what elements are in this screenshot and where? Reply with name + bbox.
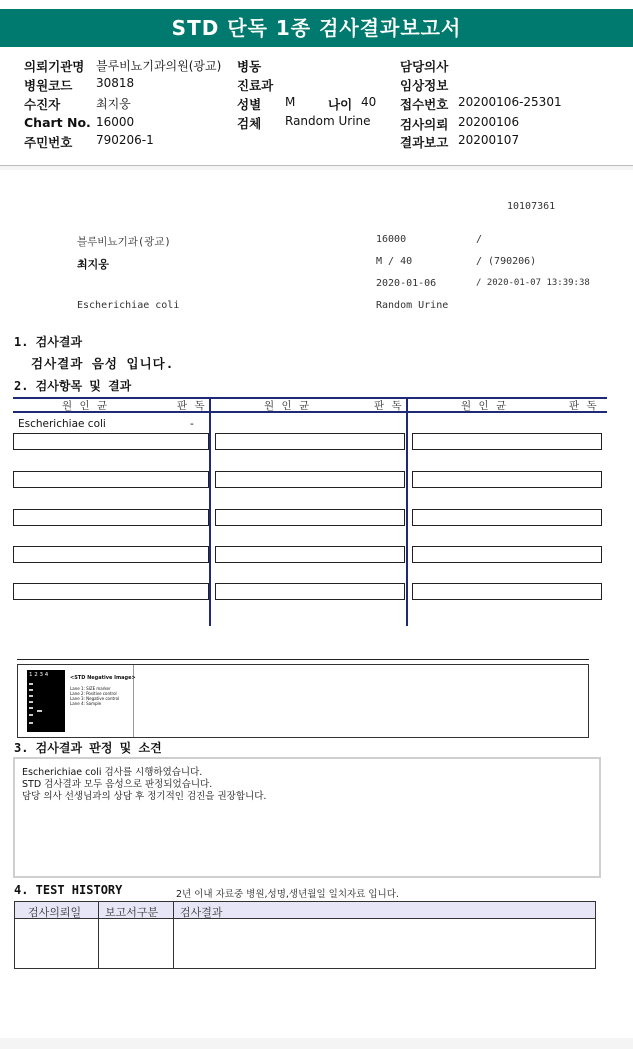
resident-no-label: 주민번호 xyxy=(24,135,73,150)
history-col-report-type: 보고서구분 xyxy=(105,906,159,919)
gel-caption-lane3: Lane 3: Negative control xyxy=(70,696,120,701)
report-date-value: 20200107 xyxy=(458,133,520,147)
result-item-name: Escherichiae coli xyxy=(18,418,106,430)
summary-collect-date: 2020-01-06 xyxy=(376,278,437,289)
result-cell xyxy=(412,509,602,526)
col-judgement-3: 판 독 xyxy=(569,400,599,412)
history-header xyxy=(14,901,596,919)
sex-value: M xyxy=(285,95,296,109)
column-divider-1 xyxy=(209,397,211,626)
col-judgement-2: 판 독 xyxy=(374,400,404,412)
result-cell xyxy=(215,546,405,563)
result-cell xyxy=(215,509,405,526)
age-value: 40 xyxy=(361,95,377,109)
result-cell xyxy=(215,471,405,488)
requesting-org-label: 의뢰기관명 xyxy=(24,59,85,74)
request-date-label: 검사의뢰 xyxy=(400,117,449,132)
summary-report-datetime: / 2020-01-07 13:39:38 xyxy=(476,278,590,288)
result-cell xyxy=(412,583,602,600)
column-divider-2 xyxy=(406,397,408,626)
section1-title: 1. 검사결과 xyxy=(14,335,83,349)
history-body xyxy=(14,919,596,969)
col-pathogen-1: 원 인 균 xyxy=(62,400,110,412)
result-cell xyxy=(215,433,405,450)
summary-birth: / (790206) xyxy=(476,256,537,267)
summary-organism: Escherichiae coli xyxy=(77,300,180,311)
result-cell xyxy=(13,471,209,488)
specimen-label: 검체 xyxy=(237,116,262,131)
request-date-value: 20200106 xyxy=(458,115,520,129)
sex-label: 성별 xyxy=(237,97,262,112)
recipient-label: 수진자 xyxy=(24,97,61,112)
opinion-line-3: 담당 의사 선생님과의 상담 후 정기적인 검진을 권장합니다. xyxy=(22,791,267,802)
result-cell xyxy=(412,546,602,563)
gel-image xyxy=(27,670,65,732)
receipt-no-value: 20200106-25301 xyxy=(458,95,562,109)
summary-sex-age: M / 40 xyxy=(376,256,413,267)
col-pathogen-3: 원 인 균 xyxy=(461,400,509,412)
specimen-value: Random Urine xyxy=(285,114,371,128)
summary-chart: 16000 xyxy=(376,234,407,245)
summary-slash: / xyxy=(476,234,483,245)
hospital-code-value: 30818 xyxy=(96,76,135,90)
gel-caption-lane2: Lane 2: Positive control xyxy=(70,691,117,696)
report-id: 10107361 xyxy=(507,201,556,212)
report-header xyxy=(0,0,633,166)
department-label: 진료과 xyxy=(237,78,274,93)
opinion-line-1: Escherichiae coli 검사를 시행하였습니다. xyxy=(22,767,203,778)
gel-lane-numbers: 1 2 3 4 xyxy=(29,672,49,678)
recipient-value: 최지웅 xyxy=(96,97,131,111)
report-title: STD 단독 1종 검사결과보고서 xyxy=(0,9,633,47)
summary-org: 블루비뇨기과(광교) xyxy=(77,236,171,248)
result-cell xyxy=(13,546,209,563)
requesting-org-value: 블루비뇨기과의원(광교) xyxy=(96,59,222,73)
section1-text: 검사결과 음성 입니다. xyxy=(31,356,175,371)
summary-name: 최지웅 xyxy=(77,258,109,271)
gel-caption-title: <STD Negative Image> xyxy=(70,675,136,681)
opinion-line-2: STD 검사결과 모두 음성으로 판정되었습니다. xyxy=(22,779,213,790)
result-item-judgement: - xyxy=(190,418,194,430)
receipt-no-label: 접수번호 xyxy=(400,97,449,112)
section4-title: 4. TEST HISTORY xyxy=(14,883,123,897)
section3-title: 3. 검사결과 판정 및 소견 xyxy=(14,741,162,755)
history-col-request-date: 검사의뢰일 xyxy=(28,906,82,919)
doctor-label: 담당의사 xyxy=(400,59,449,74)
section2-title: 2. 검사항목 및 결과 xyxy=(14,379,132,393)
history-col-result: 검사결과 xyxy=(180,906,223,919)
result-cell xyxy=(215,583,405,600)
gel-caption-lane1: Lane 1: SIZE marker xyxy=(70,686,111,691)
result-cell xyxy=(13,433,209,450)
summary-specimen: Random Urine xyxy=(376,300,449,311)
hospital-code-label: 병원코드 xyxy=(24,78,73,93)
chart-no-value: 16000 xyxy=(96,115,135,129)
gel-top-rule xyxy=(17,659,589,660)
result-cell xyxy=(412,433,602,450)
col-pathogen-2: 원 인 균 xyxy=(264,400,312,412)
gel-caption-lane4: Lane 4: Sample xyxy=(70,701,102,706)
result-cell xyxy=(13,509,209,526)
report-date-label: 결과보고 xyxy=(400,135,449,150)
resident-no-value: 790206-1 xyxy=(96,133,154,147)
col-judgement-1: 판 독 xyxy=(177,400,207,412)
result-cell xyxy=(412,471,602,488)
result-cell xyxy=(13,583,209,600)
age-label: 나이 xyxy=(328,97,353,112)
history-note: 2년 이내 자료중 병원,성명,생년월일 일치자료 입니다. xyxy=(176,889,399,900)
clinical-info-label: 임상정보 xyxy=(400,78,449,93)
chart-no-label: Chart No. xyxy=(24,115,91,130)
ward-label: 병동 xyxy=(237,59,262,74)
